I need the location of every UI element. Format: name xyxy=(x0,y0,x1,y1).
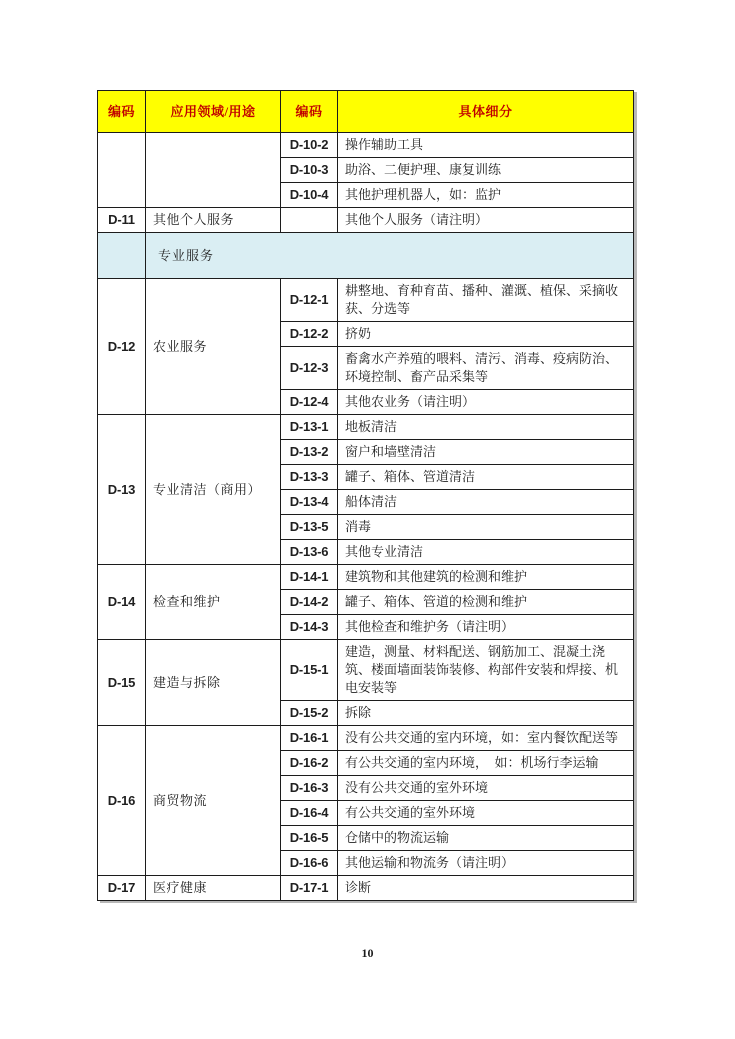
sub-code-cell: D-13-2 xyxy=(281,440,338,465)
sub-code-cell: D-13-3 xyxy=(281,465,338,490)
group-domain-cell: 商贸物流 xyxy=(146,726,281,876)
group-domain-cell: 医疗健康 xyxy=(146,876,281,901)
group-domain-cell: 建造与拆除 xyxy=(146,640,281,726)
group-code-cell: D-13 xyxy=(98,415,146,565)
detail-cell: 其他农业务（请注明） xyxy=(338,390,634,415)
detail-cell: 拆除 xyxy=(338,701,634,726)
sub-code-cell: D-14-2 xyxy=(281,590,338,615)
group-code-cell: D-16 xyxy=(98,726,146,876)
sub-code-cell: D-16-4 xyxy=(281,801,338,826)
detail-cell: 罐子、箱体、管道清洁 xyxy=(338,465,634,490)
group-domain-cell xyxy=(146,133,281,208)
table-header xyxy=(98,91,634,133)
detail-cell: 其他个人服务（请注明） xyxy=(338,208,634,233)
detail-cell: 建造，测量、材料配送、钢筋加工、混凝土浇筑、楼面墙面装饰装修、构部件安装和焊接、机电安装等 xyxy=(338,640,634,701)
group-code-cell xyxy=(98,133,146,208)
detail-cell: 畜禽水产养殖的喂料、清污、消毒、疫病防治、环境控制、畜产品采集等 xyxy=(338,347,634,390)
column-header: 编码 xyxy=(281,91,338,133)
sub-code-cell: D-12-2 xyxy=(281,322,338,347)
page-number: 10 xyxy=(361,946,374,960)
group-domain-cell: 农业服务 xyxy=(146,279,281,415)
group-code-cell: D-14 xyxy=(98,565,146,640)
sub-code-cell: D-12-3 xyxy=(281,347,338,390)
sub-code-cell: D-16-3 xyxy=(281,776,338,801)
group-domain-cell: 专业清洁（商用） xyxy=(146,415,281,565)
detail-cell: 诊断 xyxy=(338,876,634,901)
main-table xyxy=(97,90,634,901)
detail-cell: 有公共交通的室内环境， 如：机场行李运输 xyxy=(338,751,634,776)
detail-cell: 其他检查和维护务（请注明） xyxy=(338,615,634,640)
group-code-cell: D-17 xyxy=(98,876,146,901)
column-header: 具体细分 xyxy=(338,91,634,133)
sub-code-cell: D-16-2 xyxy=(281,751,338,776)
detail-cell: 耕整地、育种育苗、播种、灌溉、植保、采摘收获、分选等 xyxy=(338,279,634,322)
detail-cell: 船体清洁 xyxy=(338,490,634,515)
group-code-cell: D-15 xyxy=(98,640,146,726)
table-row xyxy=(98,133,634,158)
sub-code-cell: D-16-6 xyxy=(281,851,338,876)
detail-cell: 助浴、二便护理、康复训练 xyxy=(338,158,634,183)
section-empty-cell xyxy=(98,233,146,279)
section-label: 专业服务 xyxy=(146,233,634,279)
table-row xyxy=(98,876,634,901)
table-body xyxy=(98,133,634,901)
table-row xyxy=(98,279,634,322)
table-row xyxy=(98,208,634,233)
table-row xyxy=(98,640,634,701)
group-domain-cell: 其他个人服务 xyxy=(146,208,281,233)
table-row xyxy=(98,415,634,440)
sub-code-cell: D-17-1 xyxy=(281,876,338,901)
detail-cell: 没有公共交通的室外环境 xyxy=(338,776,634,801)
sub-code-cell: D-10-3 xyxy=(281,158,338,183)
detail-cell: 没有公共交通的室内环境，如：室内餐饮配送等 xyxy=(338,726,634,751)
detail-cell: 窗户和墙壁清洁 xyxy=(338,440,634,465)
column-header: 应用领域/用途 xyxy=(146,91,281,133)
detail-cell: 其他护理机器人，如：监护 xyxy=(338,183,634,208)
sub-code-cell: D-13-6 xyxy=(281,540,338,565)
detail-cell: 其他运输和物流务（请注明） xyxy=(338,851,634,876)
sub-code-cell: D-16-5 xyxy=(281,826,338,851)
column-header: 编码 xyxy=(98,91,146,133)
detail-cell: 仓储中的物流运输 xyxy=(338,826,634,851)
group-code-cell: D-12 xyxy=(98,279,146,415)
detail-cell: 消毒 xyxy=(338,515,634,540)
detail-cell: 建筑物和其他建筑的检测和维护 xyxy=(338,565,634,590)
header-row xyxy=(98,91,634,133)
sub-code-cell: D-14-3 xyxy=(281,615,338,640)
section-row xyxy=(98,233,634,279)
sub-code-cell xyxy=(281,208,338,233)
detail-cell: 罐子、箱体、管道的检测和维护 xyxy=(338,590,634,615)
detail-cell: 其他专业清洁 xyxy=(338,540,634,565)
sub-code-cell: D-13-1 xyxy=(281,415,338,440)
detail-cell: 有公共交通的室外环境 xyxy=(338,801,634,826)
detail-cell: 操作辅助工具 xyxy=(338,133,634,158)
sub-code-cell: D-16-1 xyxy=(281,726,338,751)
sub-code-cell: D-14-1 xyxy=(281,565,338,590)
table-row xyxy=(98,726,634,751)
sub-code-cell: D-10-4 xyxy=(281,183,338,208)
sub-code-cell: D-15-2 xyxy=(281,701,338,726)
sub-code-cell: D-10-2 xyxy=(281,133,338,158)
sub-code-cell: D-13-5 xyxy=(281,515,338,540)
group-code-cell: D-11 xyxy=(98,208,146,233)
sub-code-cell: D-13-4 xyxy=(281,490,338,515)
sub-code-cell: D-12-4 xyxy=(281,390,338,415)
group-domain-cell: 检查和维护 xyxy=(146,565,281,640)
sub-code-cell: D-15-1 xyxy=(281,640,338,701)
sub-code-cell: D-12-1 xyxy=(281,279,338,322)
detail-cell: 地板清洁 xyxy=(338,415,634,440)
detail-cell: 挤奶 xyxy=(338,322,634,347)
table-row xyxy=(98,565,634,590)
